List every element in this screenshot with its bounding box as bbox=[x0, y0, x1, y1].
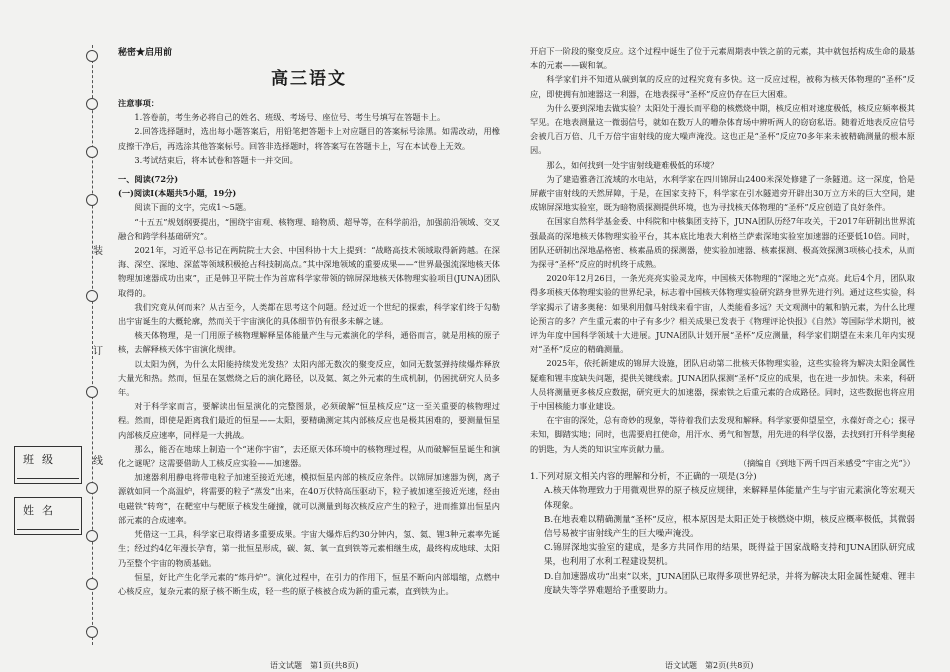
class-label: 班级 bbox=[23, 453, 61, 466]
class-field[interactable] bbox=[14, 446, 82, 484]
binding-hole bbox=[86, 194, 98, 206]
article-paragraph: 恒星，好比产生化学元素的“炼丹炉”。演化过程中，在引力的作用下，恒星不断向内部塌缩，点燃中心核反应，复杂元素的原子核不断生成，轻一些的原子核被合成为新的重元素，直到铁为止。 bbox=[118, 571, 500, 596]
option-b[interactable]: B.在地表难以精确测量“圣杯”反应，根本原因是太阳正处于核燃烧中期，核反应概率极低，其微弱信号易被宇宙射线产生的巨大噪声淹没。 bbox=[544, 514, 915, 539]
binding-char: 订 bbox=[93, 340, 103, 359]
option-c[interactable]: C.锦屏深地实验室的建成，是多方共同作用的结果，既得益于国家战略支持和JUNA团队研究成果，也利用了水利工程建设契机。 bbox=[544, 543, 915, 568]
binding-hole bbox=[86, 530, 98, 542]
article-paragraph: 为了建造雅砻江流域的水电站，水利学家在四川锦屏山2400米深处修建了一条隧道。这一深度，恰是屏蔽宇宙射线的天然屏障，于是，在国家支持下，科学家在引水隧道旁开辟出30万立方米的巨大空间，建成锦屏深地实验室，既为暗物质探测提供环境，也为寻找核天体物理的“圣杯”反应创造了良好条件。 bbox=[530, 173, 915, 213]
notice-item: 3.考试结束后，将本试卷和答题卡一并交回。 bbox=[134, 154, 298, 165]
article-paragraph: 在国家自然科学基金委、中科院和中核集团支持下，JUNA团队历经7年攻关，于2017年研制出世界流强最高的深地核天体物理实验平台，其本底比地表大利格兰萨索深地实验室加速器的还要低10倍。同时，团队还研制出深地晶格密、核素晶质的探测器，使实验加速器、核素探测、极高效探测3项核心技术，从而为探寻“圣杯”反应的时机终于成熟。 bbox=[530, 216, 916, 270]
notice-heading: 注意事项： bbox=[118, 98, 159, 108]
article-paragraph: 我们究竟从何而来？从古至今，人类都在思考这个问题。经过近一个世纪的探索，科学家们终于勾勒出宇宙诞生的大概轮廓，然而关于宇宙演化的具体细节仍有很多未解之谜。 bbox=[118, 301, 500, 327]
binding-char: 装 bbox=[93, 240, 103, 259]
notice-item: 2.回答选择题时，选出每小题答案后，用铅笔把答题卡上对应题目的答案标号涂黑。如需改动，用橡皮擦干净后，再选涂其他答案标号。回答非选择题时，将答案写在答题卡上，写在本试卷上无效。 bbox=[118, 126, 500, 151]
article-paragraph: 核天体物理，是一门用原子核物理解释星体能量产生与元素演化的学科，通俗而言，就是用核的原子核，去解释核天体宇宙演化规律。 bbox=[118, 330, 500, 355]
binding-hole bbox=[86, 386, 98, 398]
article-paragraph: 为什么要到深地去做实验？太阳处于漫长而平稳的核燃烧中期，核反应相对速度极低，核反应频率极其罕见。在地表测量这一微弱信号，就如在数万人的嘈杂体育场中辨听两人的窃窃私语。随着近地表反应信号会被几百万倍、几千万倍宇宙射线的庞大噪声淹没。这也正是“圣杯”反应70多年来未被精确测量的根本原因。 bbox=[530, 102, 915, 156]
article-paragraph: 加速器利用静电将带电粒子加速至接近光速，模拟恒星内部的核反应条件。以锦屏加速器为例，离子源就如同一个高温炉，将需要的粒子“蒸发”出来，在40万伏特高压驱动下，粒子被加速至接近光速，经由电磁铁“转弯”，在靶室中与靶原子核发生碰撞，就可以测量到每次核反应产生的粒子，进而推算出恒星内部元素的合成速率。 bbox=[118, 472, 500, 525]
notice-item: 1.答卷前，考生务必将自己的姓名、班级、考场号、座位号、考生号填写在答题卡上。 bbox=[134, 112, 446, 123]
binding-hole bbox=[86, 626, 98, 638]
article-paragraph: 那么，如何找到一处宇宙射线避难极低的环境？ bbox=[546, 159, 719, 170]
binding-hole bbox=[86, 146, 98, 158]
page-footer: 语文试题 第2页(共8页) bbox=[665, 661, 754, 670]
binding-hole bbox=[86, 98, 98, 110]
name-field[interactable] bbox=[14, 497, 82, 535]
instruction: 阅读下面的文字，完成1～5题。 bbox=[134, 202, 252, 213]
article-paragraph: 2025年，依托新建成的锦屏大设施，团队启动第二批核天体物理实验，这些实验将为解决太阳金属性疑难和锂丰度缺失问题，提供关键线索。JUNA团队探测“圣杯”反应的成果，也在进一步加快。未来，科研人员将测量更多核反应数据，研究更大的加速器，探索铁之后重元素的合成路径。同时，这些数据也将应用于中国核能力事业建设。 bbox=[530, 358, 915, 412]
binding-hole bbox=[86, 578, 98, 590]
binding-margin bbox=[0, 0, 112, 672]
binding-hole bbox=[86, 290, 98, 302]
binding-hole bbox=[86, 50, 98, 62]
binding-char: 线 bbox=[93, 450, 103, 469]
question-stem: 1.下列对原文相关内容的理解和分析，不正确的一项是(3分) bbox=[530, 472, 757, 483]
right-column bbox=[530, 44, 915, 598]
article-paragraph: 在宇宙的深处，总有奇妙的现象，等待着我们去发现和解释。科学家要仰望星空，永葆好奇之心；探寻未知，脚踏实地；同时，也需要肩扛使命，用汗水、勇气和智慧，用先进的科学仪器，去找到打开科学奥秘的钥匙，为人类的知识宝库贡献力量。 bbox=[530, 415, 915, 454]
article-paragraph: “十五五”规划纲要提出，“围绕宇宙观、核物理、暗物质、超导等，在科学前沿，加强前沿领域、交叉融合和跨学科基础研究”。 bbox=[118, 216, 500, 241]
article-paragraph: 那么，能否在地球上制造一个“迷你宇宙”，去还原天体环境中的核物理过程，从而破解恒星诞生和演化之谜呢？这需要借助人工核反应实验——加速器。 bbox=[118, 443, 500, 469]
article-paragraph: 以太阳为例，为什么太阳能持续发光发热？太阳内部无数次的聚变反应，如同无数氢弹持续爆炸释放大量光和热。然而，恒星在氢燃烧之后的演化路径，以及氦、氮之外元素的生成机制，仍困扰研究人员多年。 bbox=[118, 358, 500, 398]
option-d[interactable]: D.自加速器成功“出束”以来，JUNA团队已取得多项世界纪录，并将为解决太阳金属性疑难、锂丰度缺失等学界难题给予重要助力。 bbox=[544, 571, 915, 596]
subsection-heading: (一)阅读Ⅰ(本题共5小题，19分) bbox=[118, 188, 237, 199]
binding-hole bbox=[86, 482, 98, 494]
article-paragraph: 2020年12月26日，一条光亮亮实验灵龙库，中国核天体物理的“深地之光”点亮。此后4个月，团队取得多项核天体物理实验的世界纪录，标志着中国核天体物理实验研究跻身世界先进行列。通过这些实验，科学家揭示了诸多奥秘：如果利用伽马射线来看宇宙，人类能看多远？天文观测中的氟和钠元素，为什么比理论预言的多？产生重元素的中子有多少？相关成果已发表于《物理评论快报》《自然》等国际学术期刊，被评为年度中国科学领域十大进展。JUNA团队计划开展“圣杯”反应测量，科学家们期望在未来几年内实现对“圣杯”反应的精确测量。 bbox=[530, 273, 915, 355]
page-title: 高三语文 bbox=[271, 69, 347, 89]
page-footer: 语文试题 第1页(共8页) bbox=[270, 661, 359, 670]
name-label: 姓名 bbox=[23, 504, 61, 517]
secret-mark: 秘密★启用前 bbox=[118, 48, 173, 58]
left-column bbox=[118, 96, 500, 598]
article-paragraph: 对于科学家而言，要解读出恒星演化的完整图景，必须破解“恒星核反应”这一至关重要的核物理过程。然而，即使是距离我们最近的恒星——太阳，要精确测定其内部核反应也是极其困难的，要测量恒星内部核反应速率，同样是一大挑战。 bbox=[118, 401, 500, 440]
source-citation: （摘编自《到地下两千四百米感受“宇宙之光”》） bbox=[738, 457, 915, 468]
section-heading: 一、阅读(72分) bbox=[118, 174, 179, 185]
article-paragraph: 开启下一阶段的聚变反应。这个过程中诞生了位于元素周期表中铁之前的元素，其中就包括构成生命的最基本的元素——碳和氧。 bbox=[530, 46, 915, 71]
option-a[interactable]: A.核天体物理致力于用微观世界的原子核反应规律，来解释星体能量产生与宇宙元素演化等宏观天体现象。 bbox=[544, 486, 915, 511]
article-paragraph: 2021年，习近平总书记在两院院士大会、中国科协十大上提到：“战略高技术领域取得新跨越。在深海、深空、深地、深蓝等领域积极抢占科技制高点。”其中深地领域的重要成果——“世界最强流深地核天体物理加速器成功出束”，正是韩卫平院士作为首席科学家带领的锦屏深地核天体物理实验项目(JUNA)团队取得的。 bbox=[118, 245, 500, 298]
article-paragraph: 凭借这一工具，科学家已取得诸多重要成果。宇宙大爆炸后约30分钟内，氢、氦、锂3种元素率先诞生；经过约4亿年漫长孕育，第一批恒星形成，碳、氮、氧一直到铁等元素相继生成，最终构成地球、太阳乃至整个宇宙的物质基础。 bbox=[118, 529, 500, 568]
article-paragraph: 科学家们并不知道从碳到氧的反应的过程究竟有多快。这一反应过程，被称为核天体物理的“圣杯”反应，即使拥有加速器这一利器，在地表探寻“圣杯”反应仍存在巨大困难。 bbox=[530, 74, 915, 99]
